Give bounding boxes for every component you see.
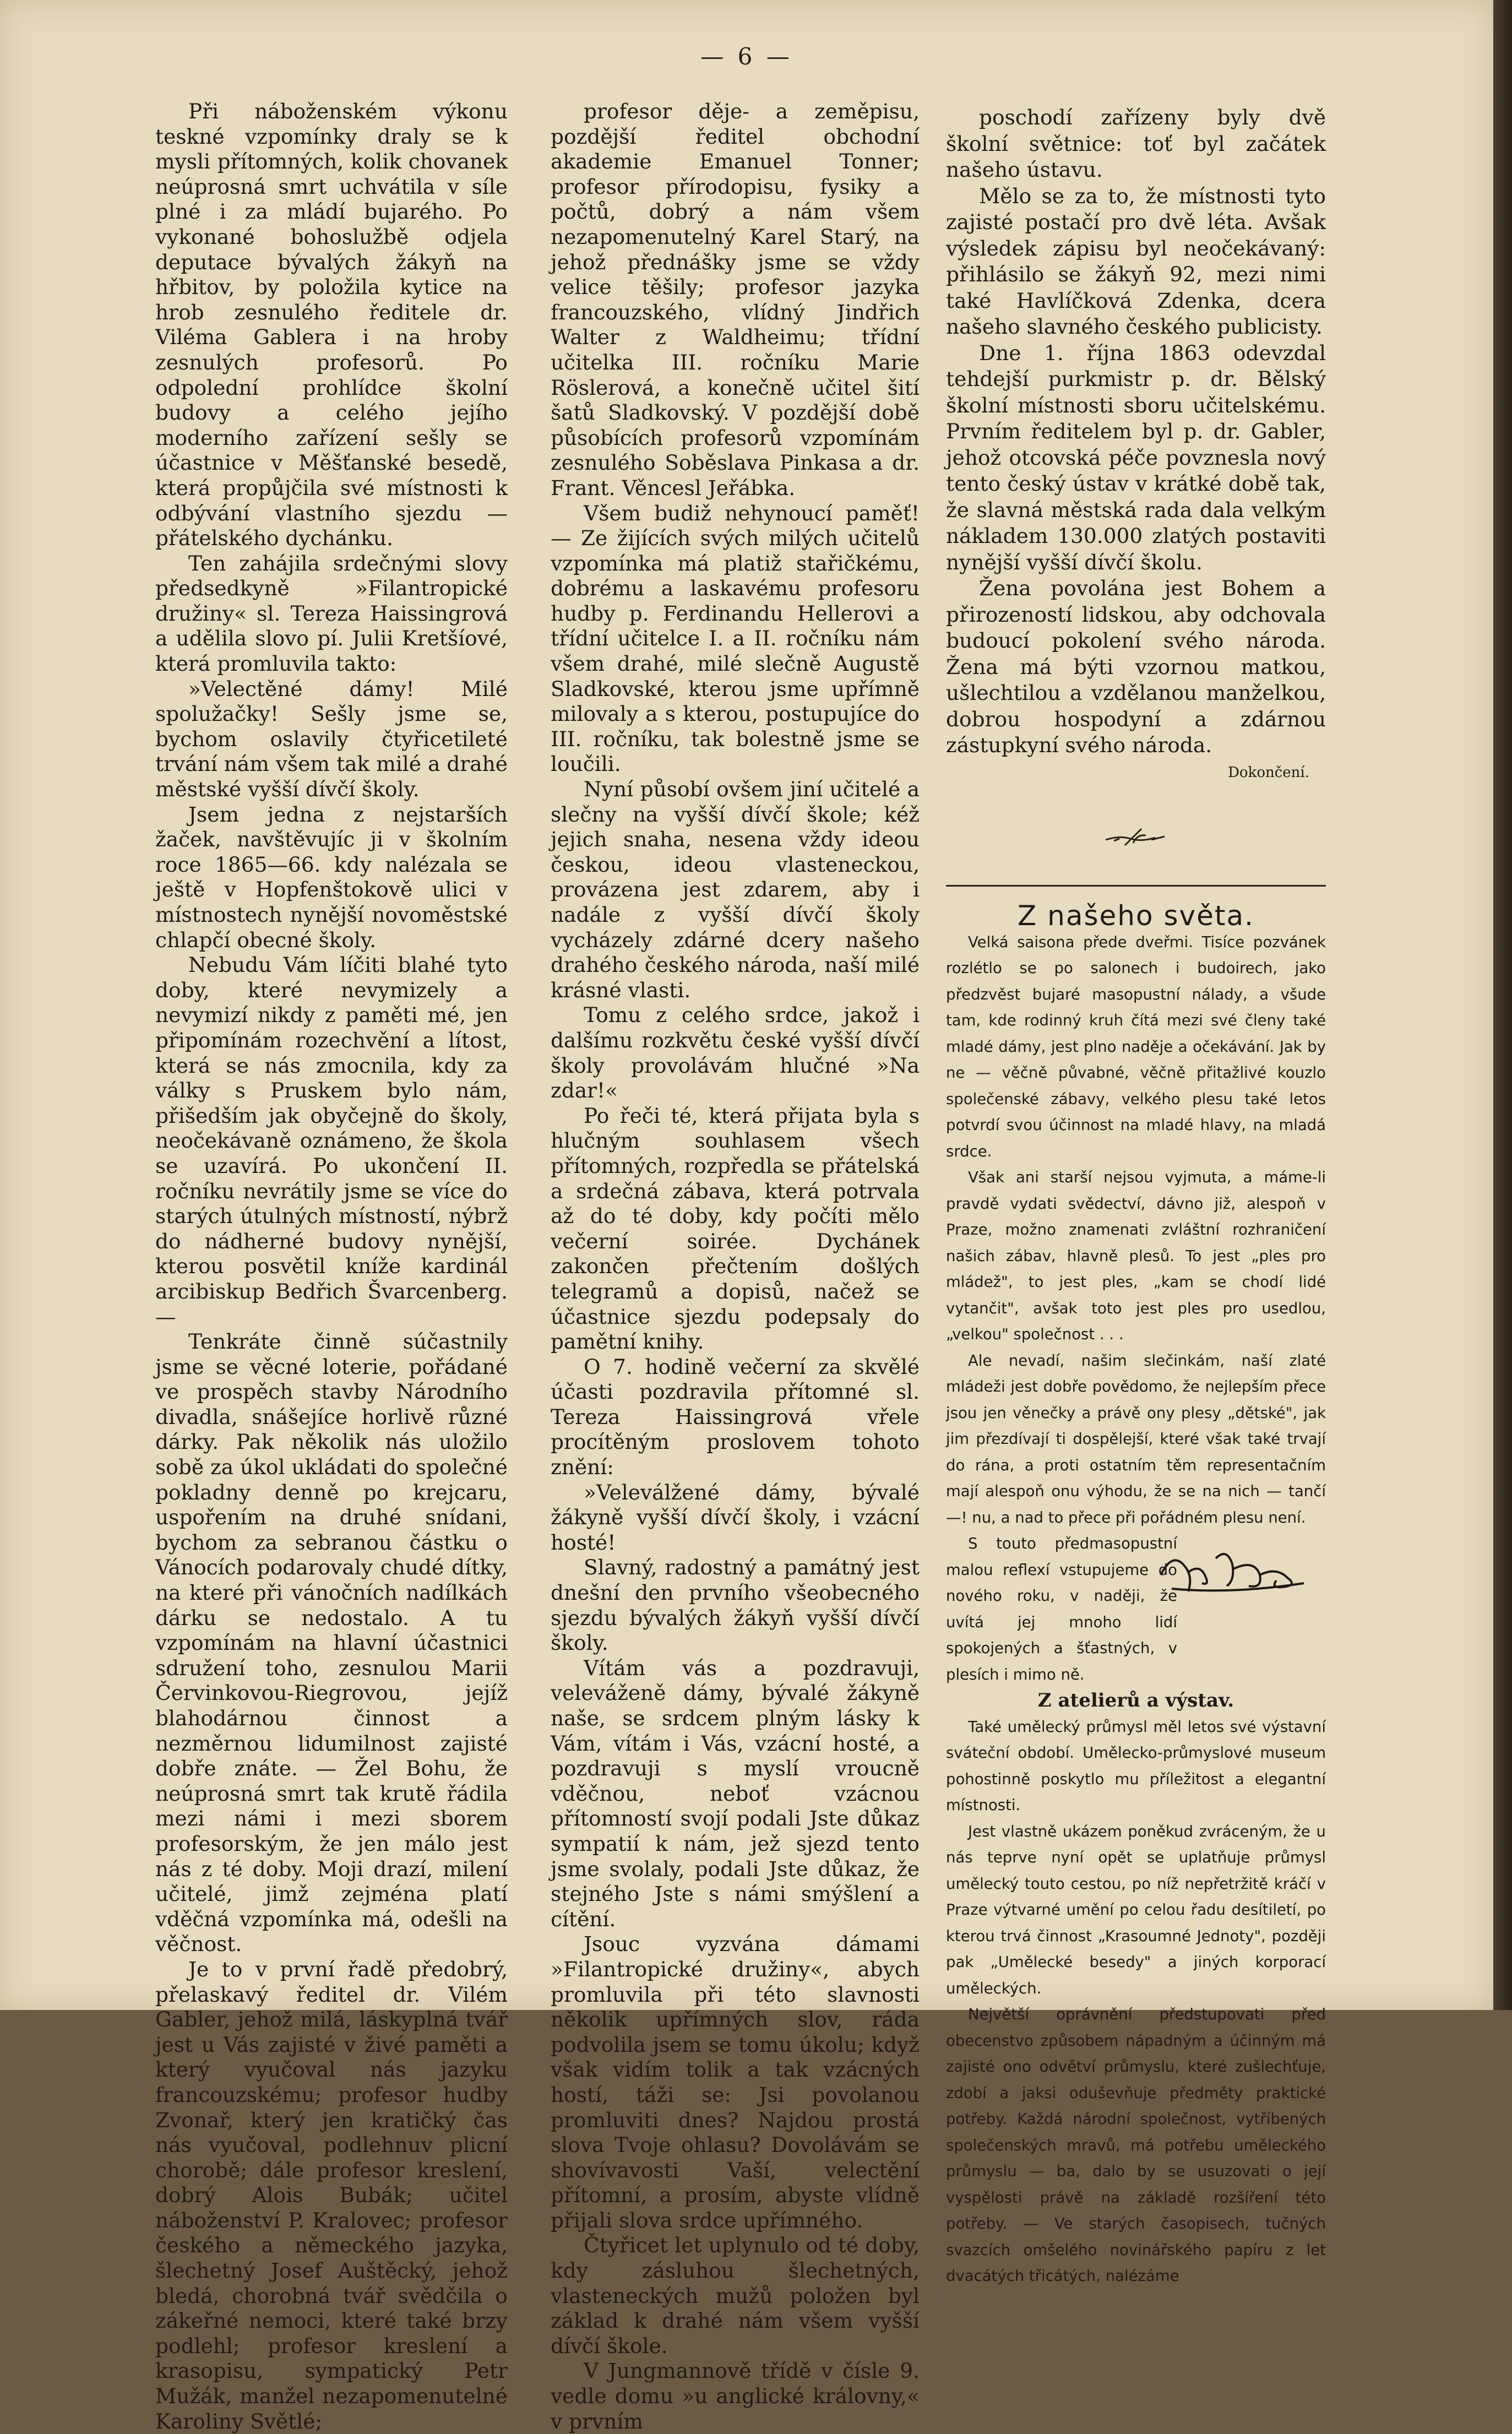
paragraph: Však ani starší nejsou vyjmuta, a máme-li pravdě vydati svědectví, dávno již, alespoň v Praze, možno znamenati zvláštní rozhraničení našich zábav, hlavně plesů. To jest „ples pro mládež", to jest ples, „kam se chodí lidé vytančit", avšak toto jest ples pro usedlou, „velkou" společnost . . . (946, 1169, 1326, 1343)
column-right (946, 105, 1326, 2290)
column-middle (551, 99, 920, 2434)
signature-icon (1150, 1542, 1315, 1602)
subsection-title: Z atelierů a výstav. (1037, 1689, 1234, 1712)
subsection-body (946, 1714, 1326, 2290)
page-number: — 6 — (700, 43, 793, 70)
paragraph: Jest vlastně ukázem poněkud zvráceným, že u nás teprve nyní opět se uplatňuje průmysl umělecký touto cestou, po níž nepřetržitě kráčí v Praze výtvarné umění po celou řadu desítiletí, po kterou trvá činnost „Krasoumné Jednoty", později pak „Umělecké besedy" a jiných korporací uměleckých. (946, 1822, 1326, 1997)
paragraph: Ten zahájila srdečnými slovy předsedkyně »Filantropické družiny« sl. Tereza Haissingrová a udělila slovo pí. Julii Kretšíové, která promluvila takto: (155, 551, 508, 676)
paragraph: Žena povolána jest Bohem a přirozeností lidskou, aby odchovala budoucí pokolení svého národa. Žena má býti vzornou matkou, ušlechtilou a vzdělanou manželkou, dobrou hospodyní a zdárnou zástupkyní svého národa. (946, 576, 1326, 757)
paragraph: »Veleválžené dámy, bývalé žákyně vyšší dívčí školy, i vzácní hosté! (551, 1480, 920, 1555)
paragraph: Jsouc vyzvána dámami »Filantropické družiny«, abych promluvila při této slavnosti několik upřímných slov, ráda podvolila jsem se tomu úkolu; když však vidím tolik a tak vzácných hostí, táži se: Jsi povolanou promluviti dnes? Najdou prostá slova Tvoje ohlasu? Dovolávám se shovívavosti Vaší, velectění přítomní, a prosím, abyste vlídně přijali slova srdce upřímného. (551, 1932, 920, 2232)
paragraph: poschodí zařízeny byly dvě školní světnice: toť byl začátek našeho ústavu. (946, 105, 1326, 182)
paragraph: Dne 1. října 1863 odevzdal tehdejší purkmistr p. dr. Bělský školní místnosti sboru učitelskému. Prvním ředitelem byl p. dr. Gabler, jehož otcovská péče povznesla nový tento český ústav v krátké době tak, že slavná městská rada dala velkým nákladem 130.000 zlatých postaviti nynější vyšší dívčí školu. (946, 340, 1326, 574)
paragraph: Tomu z celého srdce, jakož i dalšímu rozkvětu české vyšší dívčí školy provolávám hlučné »Na zdar!« (551, 1003, 920, 1103)
paragraph: Čtyřicet let uplynulo od té doby, kdy zásluhou šlechetných, vlasteneckých mužů položen byl základ k drahé nám všem vyšší dívčí škole. (551, 2233, 920, 2358)
section-body (946, 930, 1326, 1688)
paragraph: Po řeči té, která přijata byla s hlučným souhlasem všech přítomných, rozpředla se přátelská a srdečná zábava, která potrvala až do té doby, kdy počíti mělo večerní soirée. Dychánek zakončen přečtením došlých telegramů a dopisů, načež se účastnice sjezdu podepsaly do pamětní knihy. (551, 1103, 920, 1354)
ornament-icon (1103, 824, 1169, 852)
paragraph: Je to v první řadě předobrý, přelaskavý ředitel dr. Vilém Gabler, jehož milá, láskyplná tvář jest u Vás zajisté v živé paměti a který vyučoval nás jazyku francouzskému; profesor hudby Zvonař, který jen kratičký čas nás vyučoval, podlehnuv plicní chorobě; dále profesor kreslení, dobrý Alois Bubák; učitel náboženství P. Kralovec; profesor českého a německého jazyka, šlechetný Josef Auštěcký, jehož bledá, chorobná tvář svědčila o zákeřné nemoci, které také brzy podlehl; profesor kreslení a krasopisu, sympatický Petr Mužák, manžel nezapomenutelné Karoliny Světlé; (155, 1957, 508, 2433)
paragraph: O 7. hodině večerní za skvělé účasti pozdravila přítomné sl. Tereza Haissingrová vřele procítěným proslovem tohoto znění: (551, 1354, 920, 1480)
paragraph: Vítám vás a pozdravuji, veleváženě dámy, bývalé žákyně naše, se srdcem plným lásky k Vám, vítám i Vás, vzácní hosté, a pozdravuji s myslí vroucně vděčnou, neboť vzácnou přítomností svojí podali Jste důkaz sympatií k nám, jež sjezd tento jsme svolaly, podali Jste důkaz, že stejného Jste s námi smýšlení a cítění. (551, 1655, 920, 1931)
paragraph: Jsem jedna z nejstarších žaček, navštěvujíc ji v školním roce 1865—66. kdy nalézala se ještě v Hopfenštokově ulici v místnostech nynější novoměstské chlapčí obecné školy. (155, 802, 508, 952)
paragraph: Největší oprávnění předstupovati před obecenstvo způsobem nápadným a účinným má zajisté ono odvětví průmyslu, které zušlechťuje, zdobí a jaksi oduševňuje předměty praktické potřeby. Každá národní společnost, vytříbených společenských mravů, má potřebu uměleckého průmyslu — ba, dalo by se usuzovati o její vyspělosti právě na základě rozšíření této potřeby. — Ve starých časopisech, tučných svazcích omšelého novinářského papíru z let dvacátých třicátých, nalézáme (946, 2006, 1326, 2285)
paragraph: Ale nevadí, našim slečinkám, naší zlaté mládeži jest dobře povědomo, že nejlepším přece jsou jen věnečky a právě ony plesy „dětské", jak jim přezdívají ti dospělejší, které však také trvají do rána, a proti ostatním těm representačním mají alespoň onu výhodu, že se na nich — tančí —! nu, a nad to přece při pořádném plesu není. (946, 1351, 1326, 1526)
paragraph: Nyní působí ovšem jiní učitelé a slečny na vyšší dívčí škole; kéž jejich snaha, nesena vždy ideou českou, ideou vlasteneckou, provázena jest zdarem, aby i nadále z vyšší dívčí školy vycházely zdárné dcery našeho drahého českého národa, naší milé krásné vlasti. (551, 777, 920, 1002)
section-title: Z našeho světa. (1018, 900, 1254, 932)
paragraph: Také umělecký průmysl měl letos své výstavní sváteční období. Umělecko-průmyslové museum pohostinně poskytlo mu příležitost a elegantní místnosti. (946, 1718, 1326, 1814)
paragraph: Při náboženském výkonu teskné vzpomínky draly se k mysli přítomných, kolik chovanek neúprosná smrt uchvátila v síle plné i za mládí bujarého. Po vykonané bohoslužbě odjela deputace bývalých žákyň na hřbitov, by položila kytice na hrob zesnulého ředitele dr. Viléma Gablera i na hroby zesnulých profesorů. Po odpolední prohlídce školní budovy a celého jejího moderního zařízení sešly se účastnice v Měšťanské besedě, která propůjčila své místnosti k odbývání vlastního sjezdu — přátelského dychánku. (155, 99, 508, 551)
end-mark: Dokončení. (1228, 764, 1309, 781)
paragraph: Všem budiž nehynoucí paměť! — Ze žijících svých milých učitelů vzpomínka má platiž stařičkému, dobrému a laskavému profesoru hudby p. Ferdinandu Hellerovi a třídní učitelce I. a II. ročníku nám všem drahé, milé slečně Augustě Sladkovské, kterou jsme upřímně milovaly a s kterou, postupujíce do III. ročníku, tak bolestně jsme se loučili. (551, 501, 920, 776)
paragraph: Mělo se za to, že místnosti tyto zajisté postačí pro dvě léta. Avšak výsledek zápisu byl neočekávaný: přihlásilo se žákyň 92, mezi nimi také Havlíčková Zdenka, dcera našeho slavného českého publicisty. (946, 183, 1326, 339)
paragraph: Nebudu Vám líčiti blahé tyto doby, které nevymizely a nevymizí nikdy z paměti mé, jen připomínám rozechvění a lítost, která se nás zmocnila, kdy za války s Pruskem bylo nám, přišedším jak obyčejně do školy, neočekávaně oznámeno, že škola se uzavírá. Po ukončení II. ročníku nevrátily jsme se více do starých útulných místností, nýbrž do nádherné budovy nynější, kterou posvětil kníže kardinál arcibiskup Bedřich Švarcenberg. — (155, 953, 508, 1329)
page-edge (1493, 0, 1512, 2010)
paragraph: S touto předmasopustní malou reflexí vstupujeme do nového roku, v naději, že uvítá jej mnoho lidí spokojených a šťastných, v plesích i mimo ně. (946, 1535, 1177, 1683)
paragraph: profesor děje- a zeměpisu, pozdější ředitel obchodní akademie Emanuel Tonner; profesor přírodopisu, fysiky a počtů, dobrý a nám všem nezapomenutelný Karel Starý, na jehož přednášky jsme se vždy velice těšily; profesor jazyka francouzského, vlídný Jindřich Walter z Waldheimu; třídní učitelka III. ročníku Marie Röslerová, a konečně učitel šití šatů Sladkovský. V pozdější době působících profesorů vzpomínám zesnulého Soběslava Pinkasa a dr. Frant. Věncesl Jeřábka. (551, 99, 920, 500)
paragraph: Slavný, radostný a památný jest dnešní den prvního všeobecného sjezdu bývalých žákyň vyšší dívčí školy. (551, 1555, 920, 1655)
paragraph: Velká saisona přede dveřmi. Tisíce pozvánek rozlétlo se po salonech i budoirech, jako předzvěst bujaré masopustní nálady, a všude tam, kde rodinný kruh čítá mezi své členy také mladé dámy, jest plno naděje a očekávání. Jak by ne — věčně půvabné, věčně přitažlivé kouzlo společenské zábavy, velkého plesu také letos potvrdí svou účinnost na mladé hlavy, na mladá srdce. (946, 933, 1326, 1160)
paragraph: »Velectěné dámy! Milé spolužačky! Sešly jsme se, bychom oslavily čtyřicetileté trvání nám všem tak milé a drahé městské vyšší dívčí školy. (155, 676, 508, 802)
column-left (155, 99, 508, 2434)
paragraph: V Jungmannově třídě v čísle 9. vedle domu »u anglické královny,« v prvním (551, 2359, 920, 2433)
paragraph: Tenkráte činně súčastnily jsme se věcné loterie, pořádané ve prospěch stavby Národního divadla, snášejíce horlivě různé dárky. Pak několik nás uložilo sobě za úkol ukládati do společné pokladny denně po krejcaru, uspořením na druhé snídani, bychom za sebranou částku o Vánocích podarovaly chudé dítky, na které při vánočních nadílkách dárku se nedostalo. A tu vzpomínám na hlavní účastnici sdružení toho, zesnulou Marii Červinkovou-Riegrovou, jejíž blahodárnou činnost a nezměrnou lidumilnost zajisté dobře znáte. — Žel Bohu, že neúprosná smrt tak krutě řádila mezi námi i mezi sborem profesorským, že jen málo jest nás z té doby. Moji drazí, milení učitelé, jimž zejména platí vděčná vzpomínka má, odešli na věčnost. (155, 1329, 508, 1957)
signature-block (946, 1531, 1326, 1688)
divider (946, 885, 1326, 887)
